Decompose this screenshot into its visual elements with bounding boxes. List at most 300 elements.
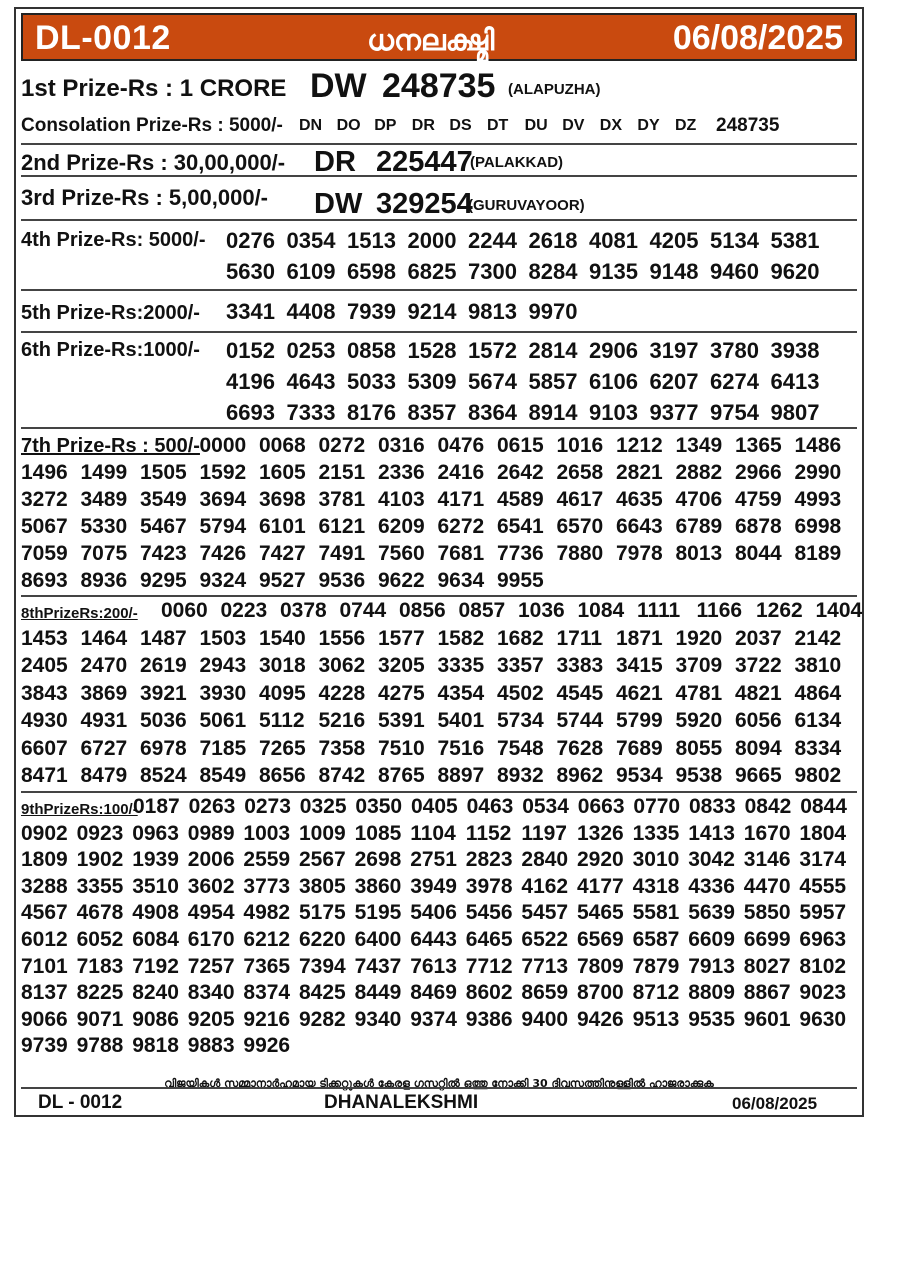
ninth-prize-number: 6170: [187, 928, 235, 951]
eighth-prize-number: 3709: [675, 654, 723, 677]
ninth-prize-number: 5465: [577, 901, 624, 925]
ninth-prize-number: 0350: [355, 795, 403, 818]
ninth-prize-number: 0833: [689, 795, 736, 818]
eighth-prize-number: 1111: [637, 599, 681, 622]
eighth-prize-label: 8thPrizeRs:200/-: [21, 605, 138, 622]
seventh-prize-number: 5467: [140, 515, 187, 538]
eighth-prize-number: 1540: [259, 626, 306, 650]
ninth-prize-number: 6012: [21, 928, 68, 951]
sixth-prize-number: 2814: [528, 338, 578, 363]
divider: [21, 331, 857, 333]
consolation-series: DP: [374, 117, 397, 134]
ninth-prize-number: 9818: [132, 1034, 179, 1058]
ninth-prize-number: 8240: [132, 981, 179, 1005]
ninth-prize-number: 3010: [632, 848, 680, 872]
sixth-prize-number: 8176: [347, 400, 396, 425]
seventh-prize-number: 1016: [556, 434, 604, 457]
ninth-prize-number: 5456: [465, 901, 513, 925]
ninth-prize-number: 0187: [133, 795, 180, 818]
first-prize-series: DW: [310, 67, 367, 105]
seventh-prize-number: 4589: [497, 488, 544, 511]
ninth-prize-number: 0923: [76, 821, 124, 845]
ninth-prize-number: 6220: [299, 928, 346, 951]
sixth-prize-number: 9754: [710, 400, 759, 425]
eighth-prize-number: 2470: [80, 654, 128, 677]
seventh-prize-number: 1605: [259, 461, 306, 484]
eighth-prize-number: 8765: [378, 764, 425, 787]
ninth-prize-number: 2840: [521, 848, 569, 872]
seventh-prize-number: 1496: [21, 461, 68, 484]
seventh-prize-number: 8189: [794, 542, 842, 565]
ninth-prize-number: 0963: [132, 821, 179, 845]
sixth-prize-number: 6106: [589, 369, 638, 394]
seventh-prize-number: 5067: [21, 515, 68, 538]
ninth-prize-number: 0770: [633, 795, 681, 818]
eighth-prize-number: 3930: [199, 681, 247, 705]
divider: [21, 289, 857, 291]
fourth-prize-number: 9620: [770, 259, 820, 284]
sixth-prize-number: 3780: [710, 338, 759, 363]
eighth-prize-number: 4931: [80, 709, 128, 732]
ninth-prize-number: 7809: [577, 954, 624, 978]
ninth-prize-number: 8102: [799, 954, 847, 978]
ninth-prize-number: 9086: [132, 1007, 179, 1031]
eighth-prize-number: 3415: [616, 654, 663, 677]
consolation-series: DV: [562, 117, 585, 134]
fourth-prize-number: 9135: [589, 259, 638, 284]
eighth-prize-number: 2619: [140, 654, 187, 677]
eighth-prize-number: 9665: [735, 764, 782, 787]
sixth-prize-number: 8914: [528, 400, 578, 425]
seventh-prize-number: 0068: [259, 434, 306, 457]
eighth-prize-number: 5216: [318, 709, 366, 732]
ninth-prize-number: 5406: [410, 901, 457, 925]
ninth-prize-number: 9426: [577, 1007, 624, 1031]
ninth-prize-number: 7101: [21, 954, 68, 978]
consolation-series: DN: [299, 117, 323, 134]
eighth-prize-number: 5799: [616, 709, 663, 732]
ninth-prize-number: 4678: [76, 901, 124, 925]
sixth-prize-number: 3197: [649, 338, 699, 363]
eighth-prize-number: 1036: [518, 599, 565, 622]
fourth-prize-number: 2244: [468, 228, 517, 253]
consolation-series: DX: [599, 117, 623, 134]
ninth-prize-number: 1197: [521, 821, 567, 845]
ninth-prize-number: 8027: [743, 954, 791, 978]
seventh-prize-number: 4993: [794, 488, 842, 511]
seventh-prize-number: 7681: [437, 542, 485, 565]
eighth-prize-number: 5036: [140, 709, 187, 732]
eighth-prize-number: 6056: [735, 709, 782, 732]
fourth-prize-number: 0276: [226, 228, 275, 253]
ninth-prize-number: 3860: [354, 874, 402, 898]
first-prize-place: (ALAPUZHA): [508, 81, 601, 98]
eighth-prize-number: 3722: [735, 654, 782, 677]
sixth-prize-number: 6413: [770, 369, 820, 394]
seventh-prize-number: 7736: [497, 542, 544, 565]
eighth-prize-number: 7265: [259, 736, 306, 760]
fourth-prize-number: 6825: [407, 259, 457, 284]
ninth-prize-label: 9thPrizeRs:100/-: [21, 801, 138, 818]
seventh-prize-number: 7059: [21, 542, 68, 565]
ninth-prize-number: 9023: [799, 981, 847, 1005]
seventh-prize-number: 2882: [675, 461, 723, 484]
ninth-prize-number: 9386: [465, 1007, 513, 1031]
seventh-prize-number: 4635: [616, 488, 663, 511]
fourth-prize-number: 2000: [407, 228, 457, 253]
sixth-prize-number: 3938: [770, 338, 820, 363]
ninth-prize-number: 7365: [243, 954, 291, 978]
consolation-series: DZ: [675, 117, 697, 134]
ninth-prize-number: 9066: [21, 1007, 68, 1031]
ninth-prize-number: 1670: [743, 821, 791, 845]
eighth-prize-number: 0744: [339, 599, 387, 622]
seventh-prize-number: 1365: [735, 434, 782, 457]
eighth-prize-number: 0060: [161, 599, 208, 622]
ninth-prize-number: 8659: [521, 981, 569, 1005]
ninth-prize-number: 7713: [521, 954, 569, 978]
ninth-prize-number: 1326: [577, 821, 624, 845]
eighth-prize-number: 3018: [259, 654, 306, 677]
divider: [21, 143, 857, 145]
eighth-prize-number: 7689: [616, 736, 663, 760]
ninth-prize-number: 0663: [577, 795, 625, 818]
eighth-prize-number: 1503: [199, 626, 247, 650]
ninth-prize-number: 3042: [688, 848, 735, 872]
eighth-prize-number: 2037: [735, 626, 782, 650]
seventh-prize-number: 9622: [378, 569, 425, 592]
seventh-prize-number: 9634: [437, 569, 485, 592]
seventh-prize-number: 6789: [675, 515, 723, 538]
ninth-prize-number: 0463: [466, 795, 514, 818]
seventh-prize-number: 1486: [794, 434, 842, 457]
footer-draw-code: DL - 0012: [38, 1092, 123, 1113]
consolation-label: Consolation Prize-Rs : 5000/-: [21, 115, 283, 136]
divider: [21, 219, 857, 221]
seventh-prize-number: 3698: [259, 488, 306, 511]
draw-code: DL-0012: [35, 19, 171, 57]
divider: [21, 595, 857, 597]
seventh-prize-number: 0272: [318, 434, 366, 457]
seventh-prize-number: 9536: [318, 569, 366, 592]
ninth-prize-number: 5195: [354, 901, 402, 925]
eighth-prize-number: 3205: [378, 654, 425, 677]
fifth-prize-number: 9813: [468, 299, 517, 324]
ninth-prize-number: 3355: [76, 874, 124, 898]
eighth-prize-number: 2142: [794, 626, 842, 650]
ninth-prize-number: 0273: [244, 795, 291, 818]
fifth-prize-label: 5th Prize-Rs:2000/-: [21, 302, 200, 324]
ninth-prize-number: 6699: [743, 928, 791, 951]
eighth-prize-number: 2943: [199, 654, 247, 677]
sixth-prize-number: 5033: [347, 369, 396, 394]
seventh-prize-number: 2966: [735, 461, 782, 484]
eighth-prize-number: 4864: [794, 681, 842, 705]
eighth-prize-number: 1920: [675, 626, 723, 650]
eighth-prize-number: 2405: [21, 654, 68, 677]
eighth-prize-number: 8932: [497, 764, 544, 787]
ninth-prize-number: 9513: [632, 1007, 680, 1031]
seventh-prize-number: 8044: [735, 542, 782, 565]
ninth-prize-number: 7183: [76, 954, 124, 978]
eighth-prize-number: 1556: [318, 626, 366, 650]
seventh-prize-number: 6643: [616, 515, 663, 538]
seventh-prize-number: 0000: [199, 434, 247, 457]
eighth-prize-number: 1487: [140, 626, 187, 650]
fourth-prize-label: 4th Prize-Rs: 5000/-: [21, 229, 206, 251]
divider: [21, 427, 857, 429]
ninth-prize-number: 4982: [243, 901, 291, 925]
seventh-prize-number: 2151: [318, 461, 366, 484]
fourth-prize-number: 9148: [649, 259, 699, 284]
claim-instruction-note: വിജയികൾ സമ്മാനാർഹമായ ടിക്കറ്റുകൾ കേരള ഗസറ്റിൽ ഒത്തു നോക്കി 30 ദിവസത്തിനുള്ളിൽ ഹാജരാക്കുക: [164, 1077, 714, 1090]
eighth-prize-number: 7358: [318, 736, 366, 760]
eighth-prize-number: 7628: [556, 736, 604, 760]
ninth-prize-number: 9601: [743, 1007, 791, 1031]
seventh-prize-number: 8013: [675, 542, 723, 565]
seventh-prize-number: 7075: [80, 542, 128, 565]
eighth-prize-number: 5734: [497, 709, 544, 732]
seventh-prize-number: 0316: [378, 434, 425, 457]
ninth-prize-number: 9535: [688, 1007, 735, 1031]
fifth-prize-number: 9214: [407, 299, 457, 324]
sixth-prize-label: 6th Prize-Rs:1000/-: [21, 339, 200, 361]
ninth-prize-number: 4177: [577, 874, 624, 898]
seventh-prize-number: 2658: [556, 461, 604, 484]
ninth-prize-number: 5581: [632, 901, 680, 925]
ninth-prize-number: 7257: [187, 954, 235, 978]
seventh-prize-number: 4103: [378, 488, 425, 511]
ninth-prize-number: 9739: [21, 1034, 68, 1058]
eighth-prize-number: 4228: [318, 681, 366, 705]
eighth-prize-number: 1404: [815, 599, 863, 622]
eighth-prize-number: 9538: [675, 764, 723, 787]
fourth-prize-number: 8284: [528, 259, 578, 284]
eighth-prize-number: 6727: [80, 736, 128, 760]
seventh-prize-number: 3781: [318, 488, 366, 511]
seventh-prize-number: 6878: [735, 515, 782, 538]
third-prize-label: 3rd Prize-Rs : 5,00,000/-: [21, 185, 269, 210]
third-prize-series: DW: [314, 188, 363, 220]
eighth-prize-number: 3843: [21, 681, 68, 705]
ninth-prize-number: 1085: [354, 821, 402, 845]
seventh-prize-number: 8693: [21, 569, 68, 592]
footer-lottery-name: DHANALEKSHMI: [324, 1092, 479, 1113]
sixth-prize-number: 4643: [286, 369, 336, 394]
eighth-prize-number: 3869: [80, 681, 128, 705]
eighth-prize-number: 3810: [794, 654, 842, 677]
consolation-series: DR: [411, 117, 435, 134]
ninth-prize-number: 6465: [465, 928, 513, 951]
seventh-prize-number: 9324: [199, 569, 247, 592]
ninth-prize-number: 6052: [76, 928, 124, 951]
ninth-prize-number: 4318: [632, 874, 680, 898]
sixth-prize-number: 8357: [407, 400, 457, 425]
eighth-prize-number: 1871: [616, 626, 663, 650]
ninth-prize-number: 4336: [688, 874, 735, 898]
ninth-prize-number: 0405: [411, 795, 458, 818]
seventh-prize-number: 0476: [437, 434, 485, 457]
ninth-prize-number: 1804: [799, 821, 847, 845]
seventh-prize-number: 6209: [378, 515, 425, 538]
eighth-prize-number: 3357: [497, 654, 544, 677]
ninth-prize-number: 9282: [299, 1007, 346, 1031]
eighth-prize-number: 9802: [794, 764, 842, 787]
ninth-prize-number: 0325: [299, 795, 347, 818]
ninth-prize-number: 0989: [187, 821, 235, 845]
seventh-prize-number: 0615: [497, 434, 544, 457]
ninth-prize-number: 8602: [465, 981, 513, 1005]
seventh-prize-number: 3489: [80, 488, 128, 511]
sixth-prize-number: 9377: [649, 400, 699, 425]
seventh-prize-number: 6998: [794, 515, 842, 538]
second-prize-number: 225447: [376, 146, 473, 178]
seventh-prize-number: 4171: [437, 488, 485, 511]
seventh-prize-number: 5794: [199, 515, 247, 538]
sixth-prize-number: 2906: [589, 338, 638, 363]
ninth-prize-number: 5639: [688, 901, 735, 925]
ninth-prize-number: 2751: [410, 848, 457, 872]
seventh-prize-number: 5330: [80, 515, 128, 538]
eighth-prize-number: 1166: [696, 599, 743, 622]
sixth-prize-number: 6274: [710, 369, 759, 394]
eighth-prize-number: 7548: [497, 736, 544, 760]
ninth-prize-number: 1939: [132, 848, 179, 872]
lottery-result-sheet: [14, 7, 864, 1117]
eighth-prize-number: 4275: [378, 681, 425, 705]
ninth-prize-number: 6963: [799, 928, 847, 951]
eighth-prize-number: 5920: [675, 709, 723, 732]
fourth-prize-number: 4205: [649, 228, 699, 253]
eighth-prize-number: 4502: [497, 681, 544, 705]
eighth-prize-number: 7510: [378, 736, 425, 760]
seventh-prize-number: 3694: [199, 488, 247, 511]
ninth-prize-number: 2567: [299, 848, 346, 872]
seventh-prize-number: 3549: [140, 488, 187, 511]
ninth-prize-number: 8469: [410, 981, 457, 1005]
ninth-prize-number: 0902: [21, 821, 68, 845]
seventh-prize-number: 2416: [437, 461, 485, 484]
fourth-prize-number: 5134: [710, 228, 759, 253]
ninth-prize-number: 2920: [577, 848, 624, 872]
eighth-prize-number: 7185: [199, 736, 247, 760]
ninth-prize-number: 6609: [688, 928, 735, 951]
eighth-prize-number: 0856: [399, 599, 446, 622]
sixth-prize-number: 9103: [589, 400, 638, 425]
eighth-prize-number: 1682: [497, 626, 544, 650]
fourth-prize-number: 6598: [347, 259, 396, 284]
ninth-prize-number: 3805: [299, 874, 346, 898]
consolation-series: DY: [637, 117, 660, 134]
seventh-prize-number: 7560: [378, 542, 425, 565]
ninth-prize-number: 7394: [299, 954, 346, 978]
sixth-prize-number: 5674: [468, 369, 517, 394]
fifth-prize-number: 9970: [528, 299, 578, 324]
eighth-prize-number: 8334: [794, 736, 842, 760]
ninth-prize-number: 3602: [187, 874, 235, 898]
eighth-prize-number: 3921: [140, 681, 187, 705]
divider: [21, 175, 857, 177]
ninth-prize-number: 8425: [299, 981, 346, 1005]
ninth-prize-number: 9205: [187, 1007, 235, 1031]
draw-date: 06/08/2025: [672, 19, 843, 57]
eighth-prize-number: 8479: [80, 764, 128, 787]
sixth-prize-number: 5309: [407, 369, 457, 394]
ninth-prize-number: 7192: [132, 954, 179, 978]
seventh-prize-number: 2642: [497, 461, 544, 484]
eighth-prize-number: 8471: [21, 764, 68, 787]
ninth-prize-number: 6569: [577, 928, 624, 951]
eighth-prize-number: 8549: [199, 764, 247, 787]
eighth-prize-number: 1262: [756, 599, 803, 622]
eighth-prize-number: 4545: [556, 681, 604, 705]
seventh-prize-number: 9527: [259, 569, 306, 592]
eighth-prize-number: 5401: [437, 709, 485, 732]
second-prize-place: (PALAKKAD): [470, 154, 564, 171]
ninth-prize-number: 6587: [632, 928, 680, 951]
ninth-prize-number: 3773: [243, 874, 291, 898]
seventh-prize-number: 9295: [140, 569, 187, 592]
ninth-prize-number: 6443: [410, 928, 457, 951]
fourth-prize-number: 1513: [347, 228, 396, 253]
sixth-prize-number: 1528: [407, 338, 457, 363]
ninth-prize-number: 3174: [799, 848, 847, 872]
sixth-prize-number: 0253: [286, 338, 336, 363]
sixth-prize-number: 5857: [528, 369, 578, 394]
ninth-prize-number: 8340: [187, 981, 235, 1005]
sixth-prize-number: 6693: [226, 400, 275, 425]
ninth-prize-number: 8809: [688, 981, 735, 1005]
seventh-prize-number: 1505: [140, 461, 187, 484]
ninth-prize-number: 5175: [299, 901, 346, 925]
second-prize-series: DR: [314, 146, 356, 178]
eighth-prize-number: 1084: [577, 599, 625, 622]
seventh-prize-number: 2821: [616, 461, 663, 484]
ninth-prize-number: 0534: [522, 795, 569, 818]
seventh-prize-number: 4617: [556, 488, 604, 511]
seventh-prize-number: 7427: [259, 542, 306, 565]
ninth-prize-number: 1335: [632, 821, 680, 845]
footer-draw-date: 06/08/2025: [732, 1094, 818, 1113]
eighth-prize-number: 1464: [80, 626, 128, 650]
seventh-prize-number: 6570: [556, 515, 604, 538]
ninth-prize-number: 5850: [743, 901, 791, 925]
eighth-prize-number: 6607: [21, 736, 68, 760]
ninth-prize-number: 1413: [688, 821, 735, 845]
ninth-prize-number: 9630: [799, 1007, 847, 1031]
eighth-prize-number: 5112: [259, 709, 305, 732]
ninth-prize-number: 3978: [465, 874, 513, 898]
ninth-prize-number: 3288: [21, 874, 68, 898]
eighth-prize-number: 4821: [735, 681, 782, 705]
ninth-prize-number: 1152: [465, 821, 512, 845]
eighth-prize-number: 0857: [458, 599, 506, 622]
sixth-prize-number: 0858: [347, 338, 396, 363]
eighth-prize-number: 1582: [437, 626, 485, 650]
fourth-prize-number: 7300: [468, 259, 517, 284]
eighth-prize-number: 5061: [199, 709, 247, 732]
ninth-prize-number: 7613: [410, 954, 457, 978]
ninth-prize-number: 8374: [243, 981, 291, 1005]
seventh-prize-number: 6121: [318, 515, 366, 538]
eighth-prize-number: 1577: [378, 626, 425, 650]
fifth-prize-number: 7939: [347, 299, 396, 324]
seventh-prize-number: 7426: [199, 542, 247, 565]
seventh-prize-number: 7491: [318, 542, 366, 565]
ninth-prize-number: 5457: [521, 901, 569, 925]
ninth-prize-number: 2698: [354, 848, 402, 872]
ninth-prize-number: 9216: [243, 1007, 291, 1031]
